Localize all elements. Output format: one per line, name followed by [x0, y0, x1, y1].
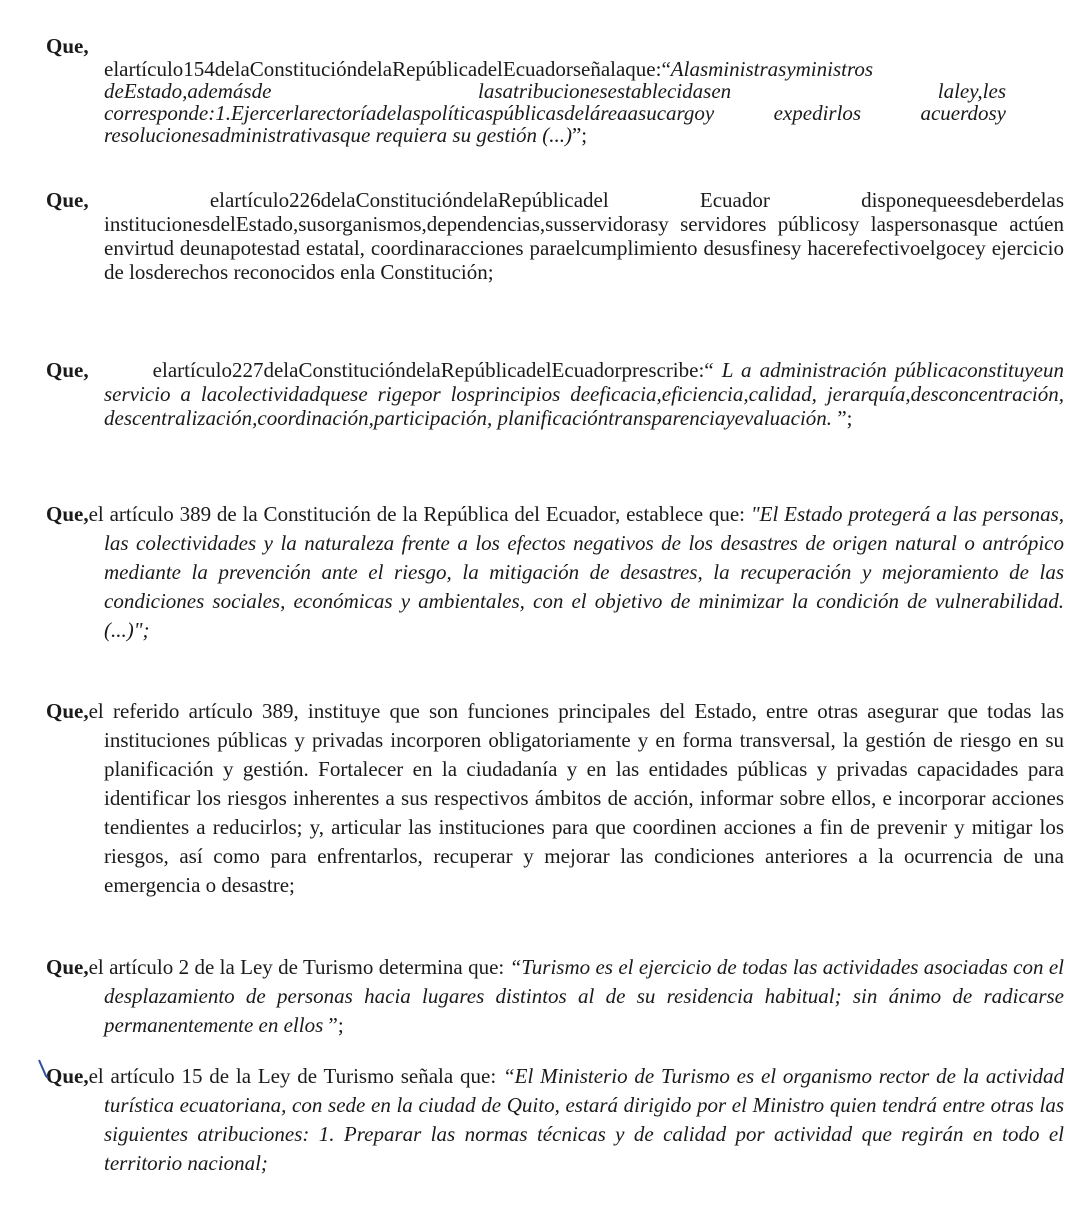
paragraph-quote: Alasministrasyministros deEstado,ademásde lasatribucionesestablecidasen laley,les corresponde:1.Ejercerlarectoríadelaspolíticaspúblicasdeláreaasucargoy expedirlos acuerdosy resolucionesadministrativasque requiera su gestión (...) [104, 57, 1006, 147]
considerando-paragraph-7 [46, 1062, 1064, 1178]
paragraph-keyword: Que, [46, 1064, 89, 1088]
considerando-paragraph-4 [46, 500, 1064, 645]
considerando-paragraph-5 [46, 697, 1064, 900]
pen-checkmark-icon [36, 1056, 58, 1082]
paragraph-text: elartículo154delaConstitucióndelaRepúblicadelEcuadorseñalaque:“ [104, 57, 671, 81]
paragraph-text: el artículo 389 de la Constitución de la República del Ecuador, establece que: [88, 502, 751, 526]
paragraph-text: el referido artículo 389, instituye que son funciones principales del Estado, entre otras asegurar que todas las instituciones públicas y privadas incorporen obligatoriamente y en forma transversal, la gestión de riesgo en su planificación y gestión. Fortalecer en la ciudadanía y en las entidades públicas y privadas capacidades para identificar los riesgos inherentes a sus respectivos ámbitos de acción, informar sobre ellos, e incorporar acciones tendientes a reducirlos; y, articular las instituciones para que coordinen acciones a fin de prevenir y mitigar los riesgos, así como para enfrentarlos, recuperar y mejorar las condiciones anteriores a la ocurrencia de una emergencia o desastre; [88, 699, 1064, 897]
paragraph-text: elartículo226delaConstitucióndelaRepúblicadel Ecuador disponequeesdeberdelas institucionesdelEstado,susorganismos,dependencias,susservidorasy servidores públicosy laspersonasque actúen envirtud deunapotestad estatal, coordinaracciones paraelcumplimiento desusfinesy hacerefectivoelgocey ejercicio de losderechos reconocidos enla Constitución; [104, 188, 1065, 284]
paragraph-quote: "El Estado protegerá a las personas, las colectividades y la naturaleza frente a los efectos negativos de los desastres de origen natural o antrópico mediante la prevención ante el riesgo, la mitigación de desastres, la recuperación y mejoramiento de las condiciones sociales, económicas y ambientales, con el objetivo de minimizar la condición de vulnerabilidad. (...)"; [104, 502, 1064, 642]
paragraph-keyword: Que, [46, 502, 89, 526]
paragraph-text: el artículo 15 de la Ley de Turismo señala que: [88, 1064, 503, 1088]
paragraph-keyword: Que, [46, 358, 89, 382]
paragraph-quote: L a administración públicaconstituyeun servicio a lacolectividadquese rigepor losprincipios deeficacia,eficiencia,calidad, jerarquía,desconcentración, descentralización,coordinación,participación, planificacióntransparenciayevaluación. [104, 358, 1064, 430]
paragraph-keyword: Que, [46, 188, 89, 212]
considerando-paragraph-6 [46, 953, 1064, 1040]
paragraph-keyword: Que, [46, 34, 89, 58]
considerando-paragraph-1 [46, 34, 1006, 146]
paragraph-tail: ”; [571, 123, 588, 147]
paragraph-text: el artículo 2 de la Ley de Turismo determina que: [88, 955, 510, 979]
paragraph-quote: “El Ministerio de Turismo es el organismo rector de la actividad turística ecuatoriana, con sede en la ciudad de Quito, estará dirigido por el Ministro quien tendrá entre otras las siguientes atribuciones: 1. Preparar las normas técnicas y de calidad por actividad que regirán en todo el territorio nacional; [104, 1064, 1064, 1175]
considerando-paragraph-3 [46, 358, 1064, 430]
paragraph-tail: ”; [323, 1013, 344, 1037]
considerando-paragraph-2 [46, 188, 1064, 284]
paragraph-text: elartículo227delaConstitucióndelaRepúblicadelEcuadorprescribe:“ [152, 358, 714, 382]
paragraph-keyword: Que, [46, 699, 89, 723]
paragraph-keyword: Que, [46, 955, 89, 979]
paragraph-body [104, 58, 1006, 146]
paragraph-quote: “Turismo es el ejercicio de todas las actividades asociadas con el desplazamiento de personas hacia lugares distintos al de su residencia habitual; sin ánimo de radicarse permanentemente en ellos [104, 955, 1064, 1037]
paragraph-tail: ”; [832, 406, 853, 430]
